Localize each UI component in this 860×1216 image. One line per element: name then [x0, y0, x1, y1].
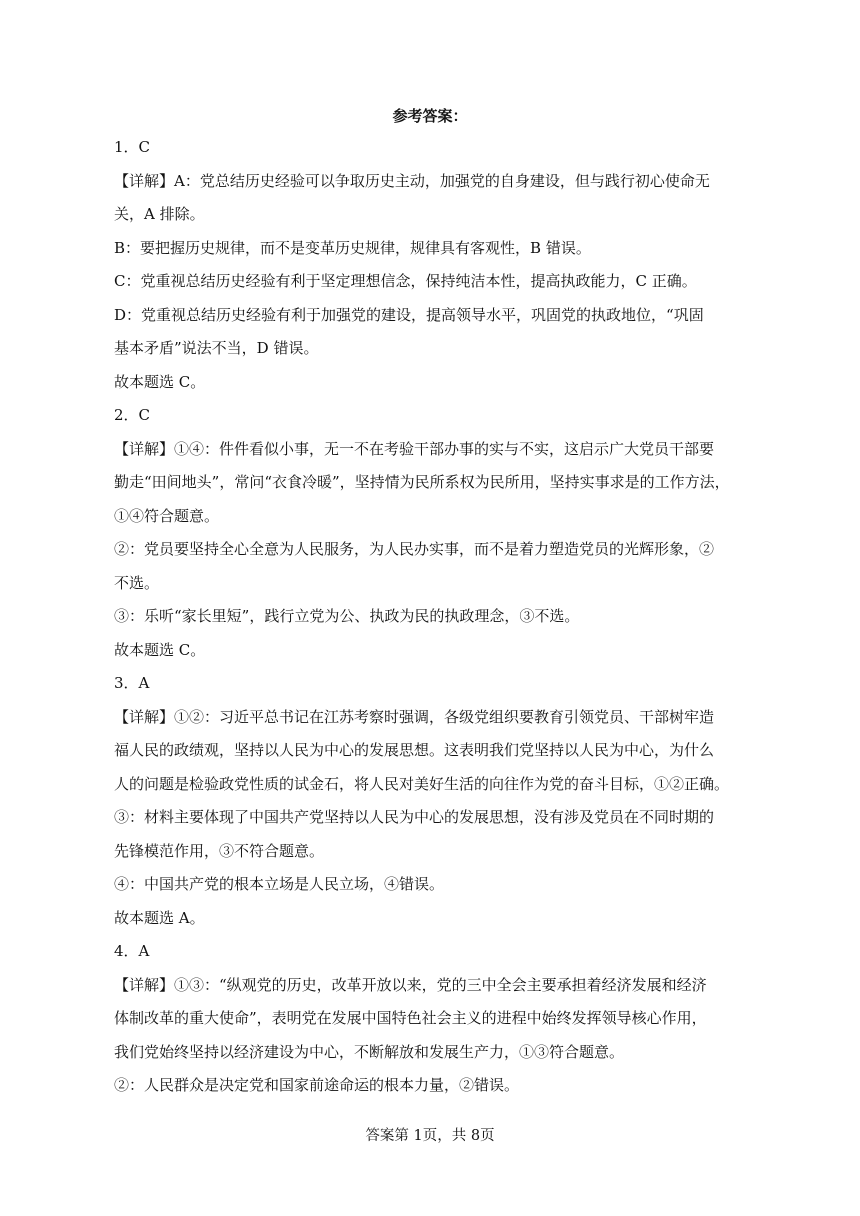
text-line: 先锋模范作用，③不符合题意。: [114, 841, 325, 860]
text-line: 我们党始终坚持以经济建设为中心，不断解放和发展生产力，①③符合题意。: [114, 1042, 625, 1061]
text-line: 【详解】A：党总结历史经验可以争取历史主动，加强党的自身建设，但与践行初心使命无: [114, 171, 710, 190]
answer-content: [114, 131, 746, 1103]
text-line: 不选。: [114, 573, 160, 592]
text-line: C：党重视总结历史经验有利于坚定理想信念，保持纯洁本性，提高执政能力，C 正确。: [114, 272, 697, 290]
text-line: 【详解】①④：件件看似小事，无一不在考验干部办事的实与不实，这启示广大党员干部要: [114, 439, 715, 458]
text-line: 【详解】①②：习近平总书记在江苏考察时强调，各级党组织要教育引领党员、干部树牢造: [114, 707, 715, 726]
text-line: 1．C: [114, 138, 151, 156]
text-line: 关，A 排除。: [114, 205, 205, 223]
text-line: 人的问题是检验政党性质的试金石，将人民对美好生活的向往作为党的奋斗目标，①②正确。: [114, 774, 730, 793]
text-line: B：要把握历史规律，而不是变革历史规律，规律具有客观性，B 错误。: [114, 238, 591, 257]
text-line: 3．A: [114, 674, 150, 692]
page-title: 参考答案：: [392, 107, 468, 125]
text-line: D：党重视总结历史经验有利于加强党的建设，提高领导水平，巩固党的执政地位，“巩固: [114, 305, 704, 324]
text-line: 【详解】①③：“纵观党的历史，改革开放以来，党的三中全会主要承担着经济发展和经济: [114, 975, 707, 994]
text-line: ④：中国共产党的根本立场是人民立场，④错误。: [114, 875, 445, 893]
text-line: ②：党员要坚持全心全意为人民服务，为人民办实事，而不是着力塑造党员的光辉形象，②: [114, 540, 715, 558]
text-line: 故本题选 C。: [114, 640, 206, 659]
text-line: 故本题选 C。: [114, 372, 206, 391]
text-line: 体制改革的重大使命”，表明党在发展中国特色社会主义的进程中始终发挥领导核心作用，: [114, 1009, 707, 1027]
text-line: 福人民的政绩观，坚持以人民为中心的发展思想。这表明我们党坚持以人民为中心，为什么: [114, 741, 715, 759]
page-footer: 答案第 1页，共 8页: [365, 1128, 495, 1144]
text-line: 2．C: [114, 406, 151, 424]
text-line: ①④符合题意。: [114, 506, 220, 525]
text-line: ③：乐听“家长里短”，践行立党为公、执政为民的执政理念，③不选。: [114, 607, 580, 625]
text-line: 4．A: [114, 942, 150, 960]
text-line: 基本矛盾”说法不当，D 错误。: [114, 339, 319, 357]
text-line: 勤走“田间地头”，常问“衣食冷暖”，坚持情为民所系权为民所用，坚持实事求是的工作方法，: [114, 473, 730, 491]
text-line: 故本题选 A。: [114, 908, 205, 927]
text-line: ②：人民群众是决定党和国家前途命运的根本力量，②错误。: [114, 1076, 520, 1094]
text-line: ③：材料主要体现了中国共产党坚持以人民为中心的发展思想，没有涉及党员在不同时期的: [114, 808, 715, 826]
